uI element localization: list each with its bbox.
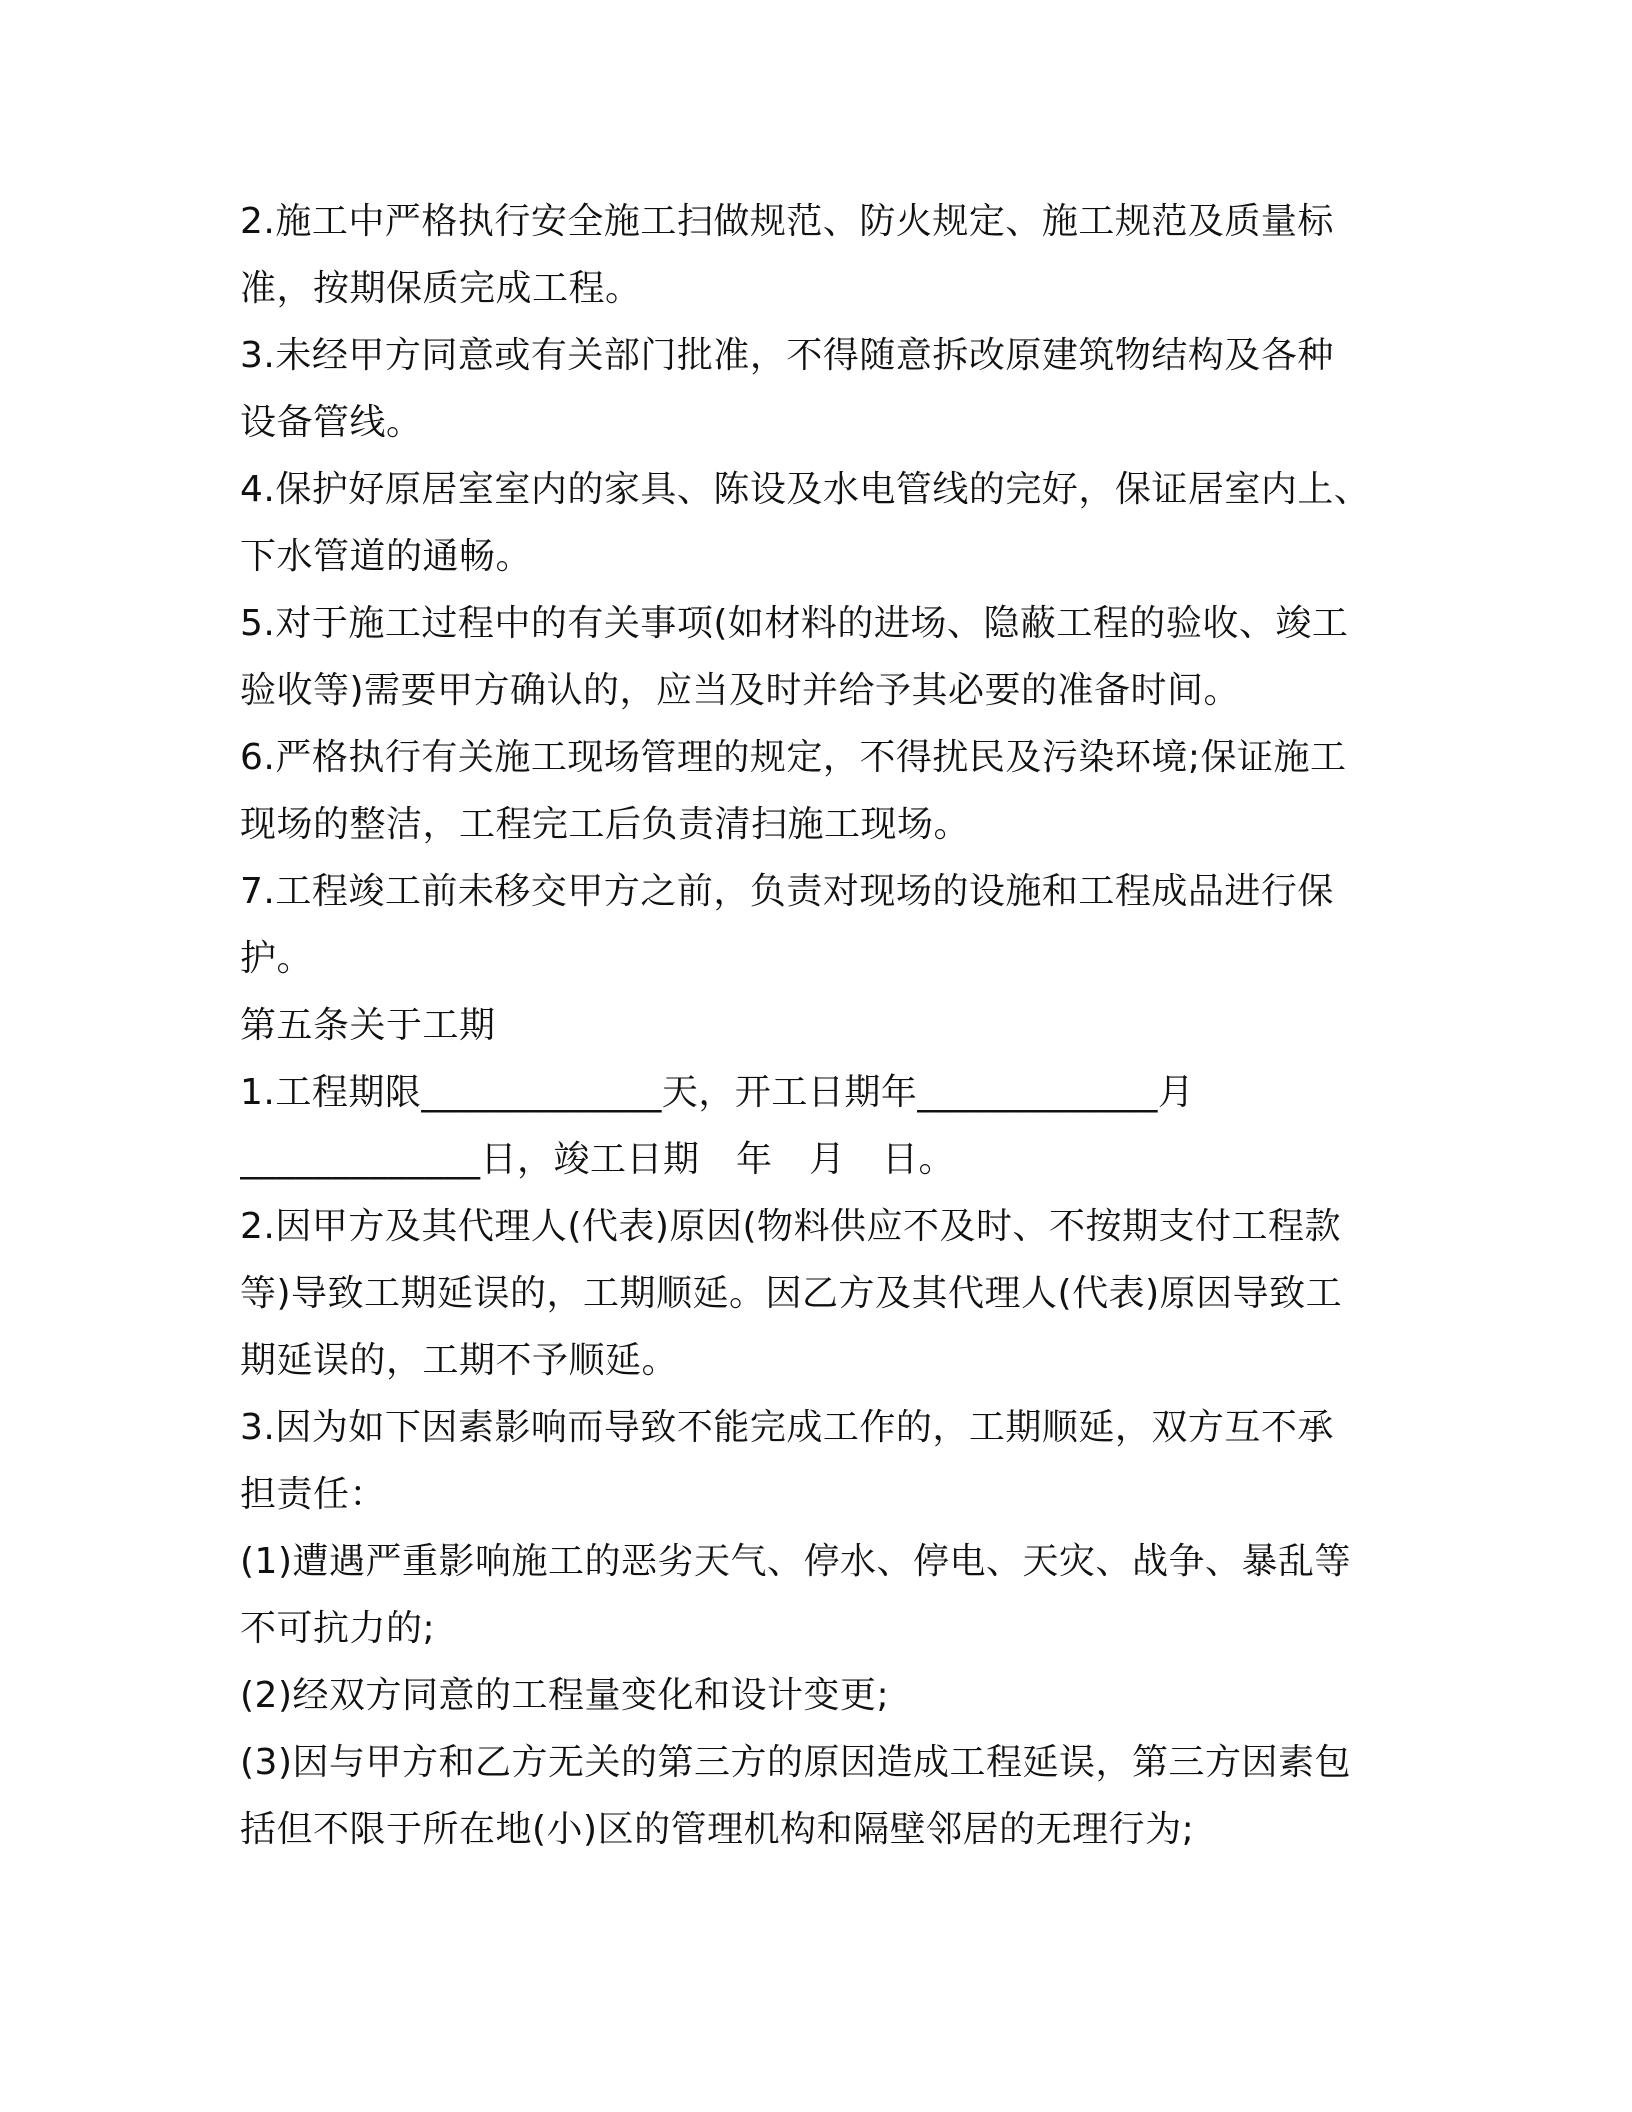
text-line: 护。 bbox=[240, 938, 314, 979]
text-line: 3.因为如下因素影响而导致不能完成工作的，工期顺延，双方互不承 bbox=[240, 1407, 1334, 1448]
text-line: 括但不限于所在地(小)区的管理机构和隔壁邻居的无理行为; bbox=[240, 1809, 1195, 1850]
text-line: 2.因甲方及其代理人(代表)原因(物料供应不及时、不按期支付工程款 bbox=[240, 1206, 1341, 1247]
text-line: (1)遭遇严重影响施工的恶劣天气、停水、停电、天灾、战争、暴乱等 bbox=[240, 1541, 1351, 1582]
text-line: 6.严格执行有关施工现场管理的规定，不得扰民及污染环境;保证施工 bbox=[240, 737, 1347, 778]
section-heading: 第五条关于工期 bbox=[240, 1005, 496, 1046]
text-line: _____________日，竣工日期 年 月 日。 bbox=[240, 1139, 956, 1180]
text-line: 担责任： bbox=[240, 1474, 387, 1515]
text-line: 准，按期保质完成工程。 bbox=[240, 268, 642, 309]
text-line: (3)因与甲方和乙方无关的第三方的原因造成工程延误，第三方因素包 bbox=[240, 1742, 1351, 1783]
text-line: 3.未经甲方同意或有关部门批准，不得随意拆改原建筑物结构及各种 bbox=[240, 335, 1334, 376]
text-line: 1.工程期限_____________天，开工日期年_____________月 bbox=[240, 1072, 1195, 1113]
text-line: 等)导致工期延误的，工期顺延。因乙方及其代理人(代表)原因导致工 bbox=[240, 1273, 1343, 1314]
text-line: 不可抗力的; bbox=[240, 1608, 436, 1649]
text-line: 期延误的，工期不予顺延。 bbox=[240, 1340, 679, 1381]
text-line: 设备管线。 bbox=[240, 402, 423, 443]
text-line: 2.施工中严格执行安全施工扫做规范、防火规定、施工规范及质量标 bbox=[240, 201, 1334, 242]
contract-body bbox=[240, 188, 1400, 1863]
text-line: 5.对于施工过程中的有关事项(如材料的进场、隐蔽工程的验收、竣工 bbox=[240, 603, 1349, 644]
text-line: 验收等)需要甲方确认的，应当及时并给予其必要的准备时间。 bbox=[240, 670, 1241, 711]
text-line: 下水管道的通畅。 bbox=[240, 536, 533, 577]
text-line: 4.保护好原居室室内的家具、陈设及水电管线的完好，保证居室内上、 bbox=[240, 469, 1371, 510]
text-line: (2)经双方同意的工程量变化和设计变更; bbox=[240, 1675, 890, 1716]
text-line: 7.工程竣工前未移交甲方之前，负责对现场的设施和工程成品进行保 bbox=[240, 871, 1334, 912]
text-line: 现场的整洁，工程完工后负责清扫施工现场。 bbox=[240, 804, 971, 845]
